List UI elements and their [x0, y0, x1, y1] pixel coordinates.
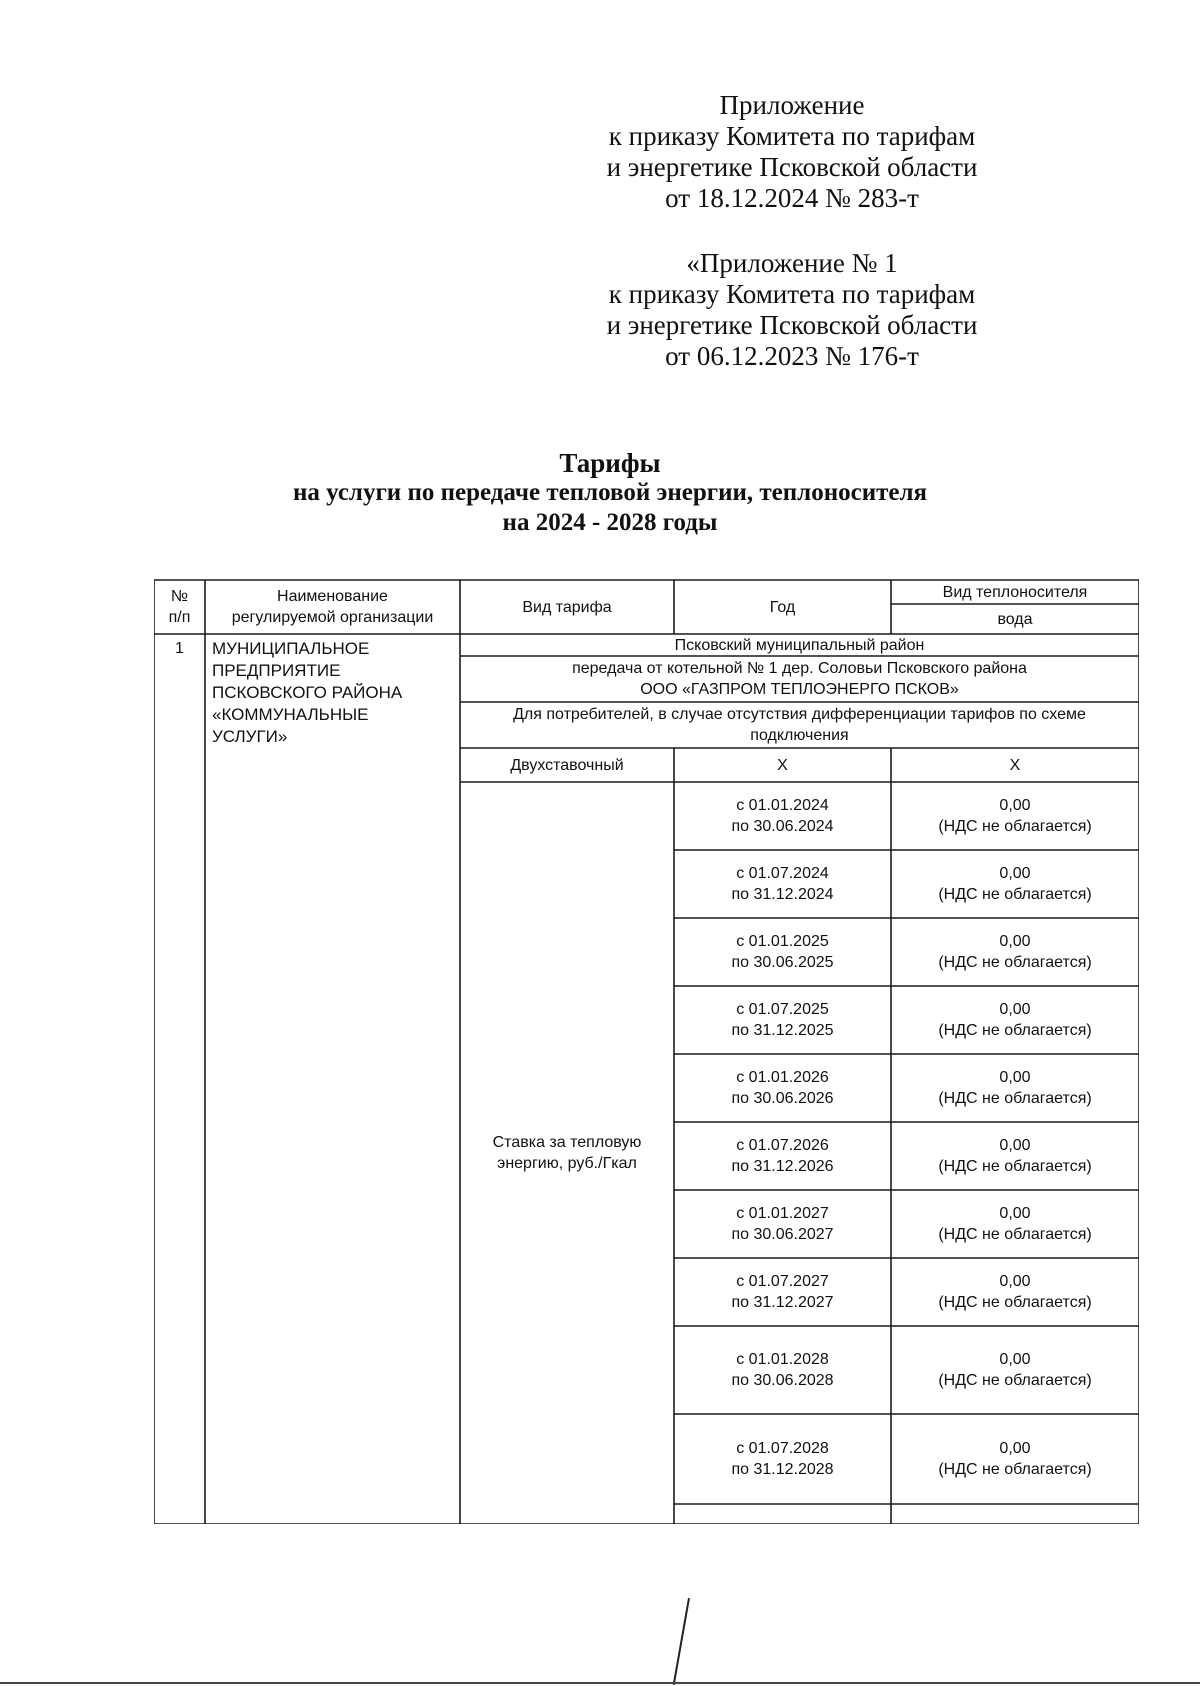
title-line: на 2024 - 2028 годы	[502, 509, 718, 536]
period-to: по 30.06.2028	[731, 1372, 834, 1389]
period-to: по 30.06.2026	[731, 1090, 834, 1107]
header-carrier-group: Вид теплоносителя	[942, 583, 1088, 601]
value-cell	[891, 850, 1139, 918]
period-cell	[674, 1122, 891, 1190]
appendix-line: и энергетике Псковской области	[606, 152, 978, 182]
period-cell	[674, 850, 891, 918]
vat-note: (НДС не облагается)	[938, 1226, 1092, 1243]
period-from: с 01.07.2026	[736, 1137, 829, 1154]
vat-note: (НДС не облагается)	[938, 1461, 1092, 1478]
value-cell	[891, 1326, 1139, 1414]
rate-label-line: энергию, руб./Гкал	[497, 1155, 637, 1172]
tariff-value: 0,00	[999, 1001, 1031, 1018]
period-cell	[674, 986, 891, 1054]
period-to: по 30.06.2025	[731, 954, 834, 971]
consumers-line: Для потребителей, в случае отсутствия дифференциации тарифов по схеме	[513, 706, 1086, 723]
two-part-value-x: Х	[1009, 756, 1021, 774]
tariff-value: 0,00	[999, 1137, 1031, 1154]
two-part-year-x: Х	[777, 756, 788, 774]
period-from: с 01.01.2025	[736, 933, 829, 950]
vat-note: (НДС не облагается)	[938, 1090, 1092, 1107]
period-from: с 01.07.2027	[736, 1273, 829, 1290]
vat-note: (НДС не облагается)	[938, 1294, 1092, 1311]
period-from: с 01.07.2024	[736, 865, 829, 882]
value-cell	[891, 986, 1139, 1054]
tariff-value: 0,00	[999, 1069, 1031, 1086]
period-cell	[674, 782, 891, 850]
transfer-line: ООО «ГАЗПРОМ ТЕПЛОЭНЕРГО ПСКОВ»	[640, 681, 959, 698]
header-year: Год	[769, 598, 796, 616]
period-cell	[674, 918, 891, 986]
tariff-value: 0,00	[999, 1351, 1031, 1368]
header-tariff-type: Вид тарифа	[522, 598, 612, 616]
pen-stroke-mark	[673, 1598, 690, 1685]
consumers-line: подключения	[750, 727, 849, 744]
appendix-line: к приказу Комитета по тарифам	[608, 279, 976, 309]
appendix-line: и энергетике Псковской области	[606, 310, 978, 340]
appendix-header-original	[552, 248, 1032, 372]
appendix-header-current	[552, 90, 1032, 214]
value-cell	[891, 1190, 1139, 1258]
district-row: Псковский муниципальный район	[674, 636, 925, 654]
vat-note: (НДС не облагается)	[938, 886, 1092, 903]
period-cell	[674, 1258, 891, 1326]
organization-line: УСЛУГИ»	[212, 727, 288, 746]
period-to: по 31.12.2024	[731, 886, 834, 903]
tariff-value: 0,00	[999, 1205, 1031, 1222]
header-num	[154, 580, 205, 634]
appendix-line: Приложение	[719, 90, 865, 120]
period-from: с 01.01.2024	[736, 797, 829, 814]
tariff-table	[154, 572, 1139, 1524]
period-cell	[674, 1414, 891, 1504]
value-cell	[891, 782, 1139, 850]
value-cell	[891, 1122, 1139, 1190]
period-to: по 30.06.2027	[731, 1226, 834, 1243]
period-from: с 01.01.2027	[736, 1205, 829, 1222]
appendix-line: к приказу Комитета по тарифам	[608, 121, 976, 151]
transfer-line: передача от котельной № 1 дер. Соловьи Псковского района	[572, 660, 1027, 677]
value-cell	[891, 1414, 1139, 1504]
period-cell	[674, 1326, 891, 1414]
page-bottom-edge	[0, 1682, 1200, 1684]
appendix-line: «Приложение № 1	[686, 248, 898, 278]
period-cell	[674, 1054, 891, 1122]
tariff-value: 0,00	[999, 933, 1031, 950]
tariff-value: 0,00	[999, 797, 1031, 814]
header-carrier: вода	[997, 610, 1033, 628]
period-to: по 31.12.2026	[731, 1158, 834, 1175]
title-line: на услуги по передаче тепловой энергии, теплоносителя	[292, 479, 928, 506]
tariff-value: 0,00	[999, 1273, 1031, 1290]
appendix-line: от 18.12.2024 № 283-т	[665, 183, 919, 213]
tariff-value: 0,00	[999, 1440, 1031, 1457]
organization-line: ПРЕДПРИЯТИЕ	[212, 661, 341, 680]
vat-note: (НДС не облагается)	[938, 1372, 1092, 1389]
vat-note: (НДС не облагается)	[938, 1158, 1092, 1175]
tariff-value: 0,00	[999, 865, 1031, 882]
rate-label-line: Ставка за тепловую	[492, 1134, 642, 1151]
rate-label	[460, 782, 674, 1524]
period-from: с 01.01.2026	[736, 1069, 829, 1086]
period-to: по 31.12.2025	[731, 1022, 834, 1039]
organization-line: ПСКОВСКОГО РАЙОНА	[212, 683, 403, 702]
period-from: с 01.07.2025	[736, 1001, 829, 1018]
header-num-line: №	[170, 588, 189, 605]
document-title	[170, 448, 1050, 538]
vat-note: (НДС не облагается)	[938, 1022, 1092, 1039]
value-cell	[891, 918, 1139, 986]
period-from: с 01.07.2028	[736, 1440, 829, 1457]
header-num-line: п/п	[168, 609, 191, 626]
organization-line: МУНИЦИПАЛЬНОЕ	[212, 639, 370, 658]
vat-note: (НДС не облагается)	[938, 818, 1092, 835]
header-org-line: регулируемой организации	[231, 609, 434, 626]
value-cell	[891, 1258, 1139, 1326]
title-line: Тарифы	[559, 448, 661, 478]
period-to: по 31.12.2027	[731, 1294, 834, 1311]
header-org-line: Наименование	[277, 588, 388, 605]
header-organization	[205, 580, 460, 634]
period-to: по 30.06.2024	[731, 818, 834, 835]
consumers-row	[460, 702, 1139, 748]
period-from: с 01.01.2028	[736, 1351, 829, 1368]
organization-name	[212, 638, 402, 748]
appendix-line: от 06.12.2023 № 176-т	[665, 341, 919, 371]
period-cell	[674, 1190, 891, 1258]
value-cell	[891, 1054, 1139, 1122]
row-number: 1	[175, 639, 184, 657]
transfer-row	[460, 656, 1139, 702]
organization-line: «КОММУНАЛЬНЫЕ	[212, 705, 369, 724]
two-part-tariff: Двухставочный	[510, 756, 624, 774]
period-to: по 31.12.2028	[731, 1461, 834, 1478]
vat-note: (НДС не облагается)	[938, 954, 1092, 971]
